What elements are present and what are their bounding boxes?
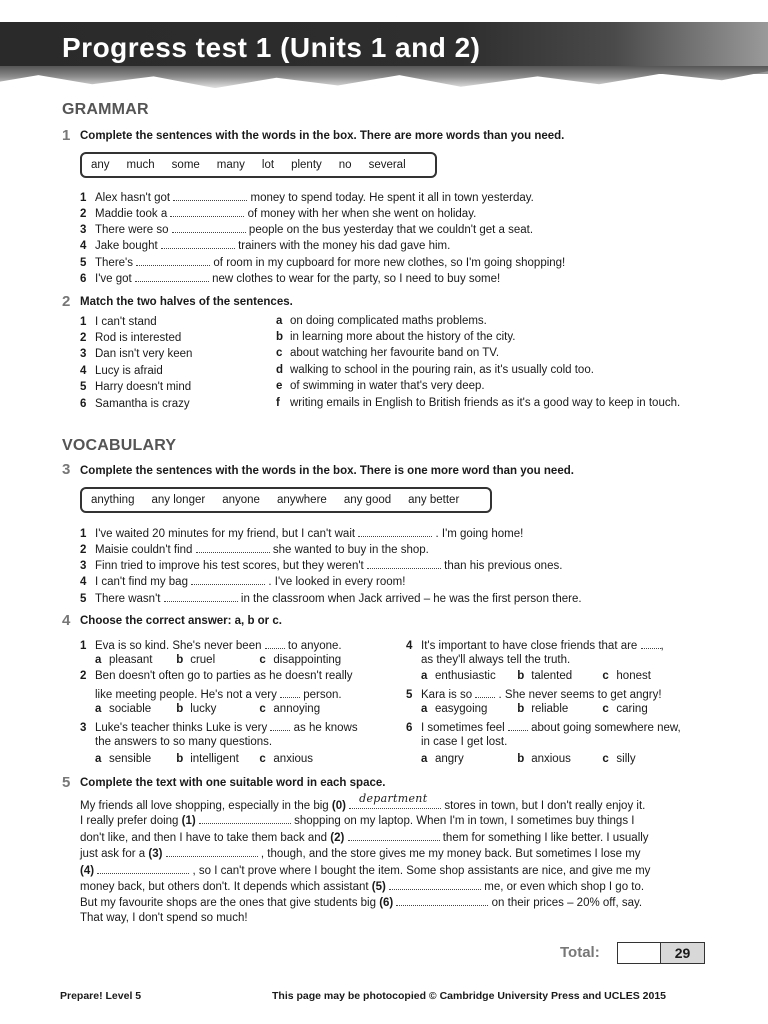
banner-brush-stroke bbox=[0, 66, 768, 92]
exercise-2-instruction: Match the two halves of the sentences. bbox=[80, 296, 293, 308]
option-a[interactable]: a pleasant bbox=[95, 654, 153, 666]
total-label: Total: bbox=[560, 944, 600, 961]
word-box-item: any better bbox=[408, 494, 460, 506]
word-box-item: many bbox=[216, 159, 245, 171]
option-b[interactable]: b lucky bbox=[176, 703, 217, 715]
ex1-item-1: 1 Alex hasn't got money to spend today. He spent it all in town yesterday. bbox=[80, 192, 534, 204]
answer-blank[interactable] bbox=[161, 238, 235, 249]
ex5-text-line-7: But my favourite shops are the ones that give students big (6) on their prices – 20% off, say. bbox=[80, 897, 643, 909]
ex1-item-4: 4 Jake bought trainers with the money his dad gave him. bbox=[80, 240, 451, 252]
answer-blank[interactable] bbox=[136, 255, 210, 266]
option-c[interactable]: c silly bbox=[602, 753, 636, 765]
answer-blank[interactable] bbox=[191, 574, 265, 585]
ex3-item-3: 3 Finn tried to improve his test scores, but they weren't than his previous ones. bbox=[80, 560, 563, 572]
exercise-4-instruction: Choose the correct answer: a, b or c. bbox=[80, 615, 282, 627]
ex1-item-6: 6 I've got new clothes to wear for the party, so I need to buy some! bbox=[80, 273, 501, 285]
option-b[interactable]: b intelligent bbox=[176, 753, 239, 765]
ex4-question-2: 2 Ben doesn't often go to parties as he doesn't really bbox=[80, 670, 353, 682]
option-a[interactable]: a angry bbox=[421, 753, 464, 765]
ex4-options-1 bbox=[95, 654, 341, 666]
ex4-question-3-line-2: the answers to so many questions. bbox=[95, 736, 273, 748]
option-c[interactable]: c disappointing bbox=[259, 654, 342, 666]
answer-blank[interactable] bbox=[280, 687, 300, 698]
ex3-item-5: 5 There wasn't in the classroom when Jack arrived – he was the first person there. bbox=[80, 593, 582, 605]
ex2-left-item: 3 Dan isn't very keen bbox=[80, 348, 193, 360]
ex2-right-item: f writing emails in English to British friends as it's a good way to keep in touch. bbox=[276, 397, 681, 409]
title-banner bbox=[0, 0, 768, 95]
option-a[interactable]: a easygoing bbox=[421, 703, 488, 715]
ex3-item-1: 1 I've waited 20 minutes for my friend, but I can't wait . I'm going home! bbox=[80, 528, 524, 540]
answer-blank[interactable] bbox=[164, 591, 238, 602]
option-b[interactable]: b talented bbox=[517, 670, 573, 682]
word-box-item: plenty bbox=[291, 159, 322, 171]
option-c[interactable]: c annoying bbox=[259, 703, 321, 715]
ex4-options-4 bbox=[421, 670, 651, 682]
exercise-3-instruction: Complete the sentences with the words in the box. There is one more word than you need. bbox=[80, 465, 574, 477]
exercise-1-word-box bbox=[80, 152, 437, 178]
exercise-2-number: 2 bbox=[62, 293, 71, 310]
exercise-3-number: 3 bbox=[62, 461, 71, 478]
ex1-item-5: 5 There's of room in my cupboard for more new clothes, so I'm going shopping! bbox=[80, 257, 566, 269]
option-a[interactable]: a enthusiastic bbox=[421, 670, 496, 682]
example-answer-blank bbox=[349, 792, 441, 809]
answer-blank[interactable] bbox=[348, 830, 440, 841]
ex5-text-line-6: money back, but others don't. It depends which assistant (5) me, or even which shop I go to. bbox=[80, 881, 645, 893]
word-box-item: no bbox=[338, 159, 352, 171]
answer-blank[interactable] bbox=[170, 206, 244, 217]
example-answer: department bbox=[359, 792, 428, 805]
ex2-left-item: 1 I can't stand bbox=[80, 316, 157, 328]
answer-blank[interactable] bbox=[358, 526, 432, 537]
exercise-5-instruction: Complete the text with one suitable word in each space. bbox=[80, 777, 386, 789]
exercise-1-instruction: Complete the sentences with the words in the box. There are more words than you need. bbox=[80, 130, 565, 142]
word-box-item: several bbox=[368, 159, 406, 171]
word-box-item: some bbox=[171, 159, 200, 171]
answer-blank[interactable] bbox=[166, 846, 258, 857]
page-title: Progress test 1 (Units 1 and 2) bbox=[62, 32, 481, 63]
ex5-text-line-8: That way, I don't spend so much! bbox=[80, 912, 248, 924]
grammar-heading: GRAMMAR bbox=[62, 101, 149, 118]
ex4-question-6: 6 I sometimes feel about going somewhere new, bbox=[406, 722, 681, 734]
ex4-question-3: 3 Luke's teacher thinks Luke is very as he knows bbox=[80, 722, 358, 734]
ex4-question-5: 5 Kara is so . She never seems to get angry! bbox=[406, 689, 662, 701]
vocabulary-heading: VOCABULARY bbox=[62, 437, 177, 454]
ex4-question-4-line-2: as they'll always tell the truth. bbox=[421, 654, 571, 666]
ex3-item-4: 4 I can't find my bag . I've looked in every room! bbox=[80, 576, 406, 588]
answer-blank[interactable] bbox=[367, 558, 441, 569]
ex5-text-line-5: (4) , so I can't prove where I bought the item. Some shop assistants are nice, and give me my bbox=[80, 865, 651, 877]
ex3-item-2: 2 Maisie couldn't find she wanted to buy in the shop. bbox=[80, 544, 429, 556]
ex4-question-1: 1 Eva is so kind. She's never been to anyone. bbox=[80, 640, 342, 652]
exercise-3-word-box bbox=[80, 487, 492, 513]
footer-level: Prepare! Level 5 bbox=[60, 990, 142, 1002]
total-score-input[interactable] bbox=[617, 942, 661, 964]
ex1-item-2: 2 Maddie took a of money with her when she went on holiday. bbox=[80, 208, 477, 220]
option-a[interactable]: a sociable bbox=[95, 703, 152, 715]
ex2-left-item: 2 Rod is interested bbox=[80, 332, 182, 344]
answer-blank[interactable] bbox=[97, 863, 189, 874]
ex5-text-line-3: don't like, and then I have to take them back and (2) them for something I like better. I usually bbox=[80, 832, 649, 844]
answer-blank[interactable] bbox=[508, 720, 528, 731]
answer-blank[interactable] bbox=[389, 879, 481, 890]
ex4-question-2-line-2: like meeting people. He's not a very person. bbox=[95, 689, 342, 701]
option-c[interactable]: c anxious bbox=[259, 753, 314, 765]
ex2-right-item: d walking to school in the pouring rain, as it's usually cold too. bbox=[276, 364, 594, 376]
word-box-item: anyone bbox=[222, 494, 260, 506]
word-box-item: anything bbox=[91, 494, 135, 506]
exercise-5-number: 5 bbox=[62, 774, 71, 791]
ex2-right-item: a on doing complicated maths problems. bbox=[276, 315, 487, 327]
word-box-item: anywhere bbox=[276, 494, 327, 506]
ex2-right-item: b in learning more about the history of the city. bbox=[276, 331, 516, 343]
answer-blank[interactable] bbox=[196, 542, 270, 553]
word-box-item: any bbox=[91, 159, 110, 171]
answer-blank[interactable] bbox=[475, 687, 495, 698]
option-b[interactable]: b cruel bbox=[176, 654, 216, 666]
option-c[interactable]: c caring bbox=[602, 703, 648, 715]
answer-blank[interactable] bbox=[641, 638, 661, 649]
option-c[interactable]: c honest bbox=[602, 670, 651, 682]
ex2-left-item: 4 Lucy is afraid bbox=[80, 365, 163, 377]
ex2-left-item: 6 Samantha is crazy bbox=[80, 398, 190, 410]
ex2-left-item: 5 Harry doesn't mind bbox=[80, 381, 192, 393]
ex4-question-4: 4 It's important to have close friends that are , bbox=[406, 640, 664, 652]
ex1-item-3: 3 There were so people on the bus yesterday that we couldn't get a seat. bbox=[80, 224, 534, 236]
word-box-item: any good bbox=[343, 494, 392, 506]
ex4-options-3 bbox=[95, 753, 313, 765]
footer-copyright: This page may be photocopied © Cambridge University Press and UCLES 2015 bbox=[272, 990, 667, 1002]
option-b[interactable]: b anxious bbox=[517, 753, 571, 765]
answer-blank[interactable] bbox=[172, 222, 246, 233]
exercise-4-number: 4 bbox=[62, 612, 71, 629]
answer-blank[interactable] bbox=[396, 895, 488, 906]
exercise-1-number: 1 bbox=[62, 127, 71, 144]
ex4-options-2 bbox=[95, 703, 320, 715]
option-b[interactable]: b reliable bbox=[517, 703, 569, 715]
answer-blank[interactable] bbox=[199, 813, 291, 824]
ex5-text-line-1: My friends all love shopping, especially in the big (0) department stores in town, but I don't really enjoy it. bbox=[80, 792, 646, 812]
answer-blank[interactable] bbox=[135, 271, 209, 282]
ex5-text-line-2: I really prefer doing (1) shopping on my laptop. When I'm in town, I sometimes buy things I bbox=[80, 815, 635, 827]
word-box-item: much bbox=[126, 159, 155, 171]
answer-blank[interactable] bbox=[265, 638, 285, 649]
ex5-text-line-4: just ask for a (3) , though, and the store gives me my money back. But sometimes I lose my bbox=[80, 848, 641, 860]
word-box-item: any longer bbox=[151, 494, 206, 506]
answer-blank[interactable] bbox=[270, 720, 290, 731]
answer-blank[interactable] bbox=[173, 190, 247, 201]
total-max-score: 29 bbox=[661, 942, 705, 964]
word-box-item: lot bbox=[261, 159, 275, 171]
ex2-right-item: e of swimming in water that's very deep. bbox=[276, 380, 485, 392]
ex2-right-item: c about watching her favourite band on TV. bbox=[276, 347, 500, 359]
ex4-options-6 bbox=[421, 753, 636, 765]
ex4-options-5 bbox=[421, 703, 648, 715]
ex4-question-6-line-2: in case I get lost. bbox=[421, 736, 508, 748]
option-a[interactable]: a sensible bbox=[95, 753, 152, 765]
